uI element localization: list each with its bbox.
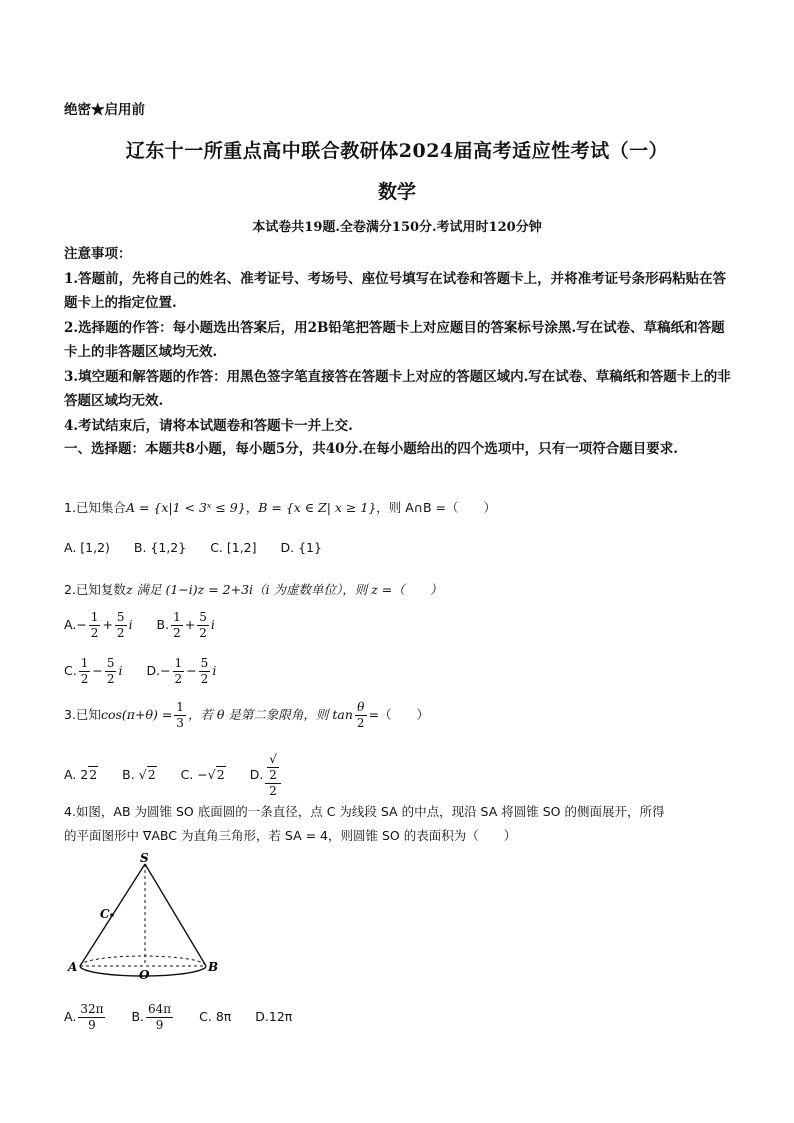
notice-item-4: 4.考试结束后，请将本试题卷和答题卡一并上交. bbox=[64, 417, 353, 434]
label-c: C bbox=[100, 907, 110, 921]
q3-suffix: =（ ） bbox=[368, 707, 430, 722]
q1-option-b: B. {1,2} bbox=[133, 540, 187, 555]
q2-option-d: D.− $\frac{1}{2}$ − $\frac{5}{2}$ i bbox=[146, 656, 217, 686]
q1-prefix: 1.已知集合 bbox=[64, 500, 126, 515]
q1-set-b: B = {x ∈ Z| x ≥ 1} bbox=[258, 500, 377, 515]
q1-set-a: A = {x|1 < 3ˣ ≤ 9} bbox=[125, 500, 246, 515]
point-c bbox=[110, 913, 114, 917]
section-heading: 一、选择题：本题共8小题，每小题5分，共40分.在每小题给出的四个选项中，只有一项符合题目要求. bbox=[64, 441, 678, 457]
notice-block bbox=[64, 242, 734, 438]
q4-option-b: B. $\frac{64\pi}{9}$ bbox=[131, 1002, 172, 1032]
exam-title: 辽东十一所重点高中联合教研体2024届高考适应性考试（一） bbox=[125, 140, 669, 162]
q4-option-a: A. $\frac{32\pi}{9}$ bbox=[64, 1002, 104, 1032]
q4-option-d: D.12π bbox=[255, 1009, 293, 1024]
question-2-stem bbox=[64, 580, 442, 598]
q2-option-b: B. $\frac{1}{2}$ + $\frac{5}{2}$ i bbox=[156, 610, 215, 640]
q2-prefix: 2.已知复数 bbox=[64, 582, 126, 597]
confidential-mark: 绝密★启用前 bbox=[64, 102, 145, 118]
question-4-options bbox=[64, 1002, 312, 1033]
q3-middle: ，若 θ 是第二象限角，则 tan bbox=[187, 707, 353, 722]
q3-cos-value: $\frac{1}{3}$ bbox=[176, 700, 184, 730]
notice-item-2: 2.选择题的作答：每小题选出答案后，用2B铅笔把答题卡上对应题目的答案标号涂黑.写在试卷、草稿纸和答题卡上的非答题区域均无效. bbox=[64, 319, 725, 360]
question-4-line1: 4.如图，AB 为圆锥 SO 底面圆的一条直径，点 C 为线段 SA 的中点，现沿 SA 将圆锥 SO 的侧面展开，所得 bbox=[64, 804, 665, 819]
cone-edge-sb bbox=[145, 864, 206, 966]
q1-option-a: A. [1,2) bbox=[64, 540, 110, 555]
q3-cos-expr: cos(π+θ) = bbox=[100, 707, 173, 722]
q1-option-c: C. [1,2] bbox=[210, 540, 257, 555]
notice-heading: 注意事项： bbox=[64, 246, 132, 262]
q3-option-d: D. √ 2 2 bbox=[250, 752, 283, 799]
q3-option-b: B. √2 bbox=[122, 767, 156, 782]
q3-prefix: 3.已知 bbox=[64, 707, 101, 722]
question-4-line2: 的平面图形中 ∇ABC 为直角三角形，若 SA = 4，则圆锥 SO 的表面积为（ ） bbox=[64, 828, 517, 843]
question-1-options bbox=[64, 540, 342, 555]
q2-option-c: C. $\frac{1}{2}$ − $\frac{5}{2}$ i bbox=[64, 656, 123, 686]
q3-tan-arg: $\frac{\theta}{2}$ bbox=[356, 700, 365, 730]
exam-info: 本试卷共19题.全卷满分150分.考试用时120分钟 bbox=[252, 220, 542, 235]
question-2-options-row1 bbox=[64, 610, 235, 641]
q2-stem: z 满足 (1−i)z = 2+3i（i 为虚数单位），则 z =（ ） bbox=[125, 582, 443, 597]
subject-title: 数学 bbox=[377, 181, 416, 203]
base-back-arc bbox=[80, 956, 206, 966]
question-3-options bbox=[64, 752, 303, 799]
q1-suffix: ，则 A∩B =（ ） bbox=[376, 500, 496, 515]
question-1-stem: 1.已知集合A = {x|1 < 3ˣ ≤ 9}，B = {x ∈ Z| x ≥ 1}，则 A∩B =（ ） bbox=[64, 500, 496, 515]
q1-option-d: D. {1} bbox=[280, 540, 322, 555]
question-3-stem bbox=[64, 700, 429, 731]
q3-option-a: A. 22 bbox=[64, 767, 98, 782]
label-b: B bbox=[208, 960, 219, 974]
cone-figure bbox=[60, 850, 220, 982]
question-2-options-row2 bbox=[64, 656, 236, 687]
notice-item-3: 3.填空题和解答题的作答：用黑色签字笔直接答在答题卡上对应的答题区域内.写在试卷、草稿纸和答题卡上的非答题区域均无效. bbox=[64, 368, 731, 409]
label-s: S bbox=[140, 851, 149, 865]
q3-option-c: C. −√2 bbox=[180, 767, 225, 782]
label-a: A bbox=[68, 960, 78, 974]
notice-item-1: 1.答题前，先将自己的姓名、准考证号、考场号、座位号填写在试卷和答题卡上，并将准考证号条形码粘贴在答题卡上的指定位置. bbox=[64, 270, 727, 311]
q4-option-c: C. 8π bbox=[199, 1009, 232, 1024]
q2-option-a: A.− $\frac{1}{2}$ + $\frac{5}{2}$ i bbox=[64, 610, 133, 640]
label-o: O bbox=[139, 968, 150, 982]
